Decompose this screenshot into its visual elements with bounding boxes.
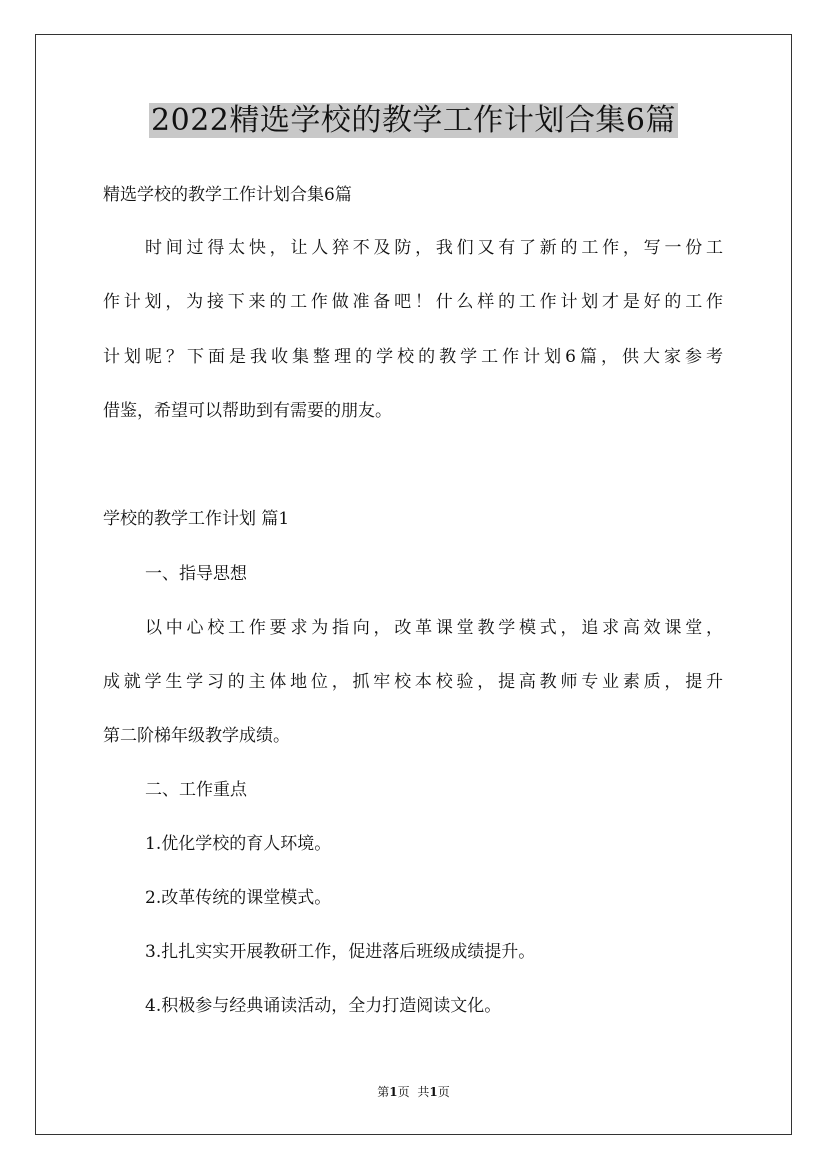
part1-heading: 一、指导思想 (145, 564, 247, 584)
part2-item-1: 1.优化学校的育人环境。 (145, 834, 332, 854)
part1-line-1: 以中心校工作要求为指向，改革课堂教学模式，追求高效课堂， (145, 618, 723, 638)
part1-line-3: 第二阶梯年级教学成绩。 (103, 726, 290, 746)
page-footer (0, 1083, 827, 1101)
intro-line-3: 计划呢？下面是我收集整理的学校的教学工作计划6篇，供大家参考 (103, 347, 723, 367)
document-title-text: 2022精选学校的教学工作计划合集6篇 (151, 103, 676, 138)
footer-total-number: 1 (429, 1085, 438, 1099)
part2-item-2: 2.改革传统的课堂模式。 (145, 888, 332, 908)
intro-line-1: 时间过得太快，让人猝不及防，我们又有了新的工作，写一份工 (145, 238, 723, 258)
footer-page-prefix: 第 (377, 1085, 390, 1099)
section-heading: 学校的教学工作计划 篇1 (103, 509, 290, 529)
footer-page-suffix: 页 (397, 1085, 410, 1099)
document-title (0, 101, 827, 141)
footer-page-number: 1 (389, 1085, 398, 1099)
intro-line-4: 借鉴，希望可以帮助到有需要的朋友。 (103, 401, 392, 421)
part1-line-2: 成就学生学习的主体地位，抓牢校本校验，提高教师专业素质，提升 (103, 672, 723, 692)
document-subtitle: 精选学校的教学工作计划合集6篇 (103, 185, 352, 205)
part2-heading: 二、工作重点 (145, 780, 247, 800)
intro-line-2: 作计划，为接下来的工作做准备吧！什么样的工作计划才是好的工作 (103, 292, 723, 312)
footer-total-suffix: 页 (437, 1085, 450, 1099)
footer-total-prefix: 共 (417, 1085, 430, 1099)
part2-item-4: 4.积极参与经典诵读活动，全力打造阅读文化。 (145, 996, 502, 1016)
part2-item-3: 3.扎扎实实开展教研工作，促进落后班级成绩提升。 (145, 942, 536, 962)
